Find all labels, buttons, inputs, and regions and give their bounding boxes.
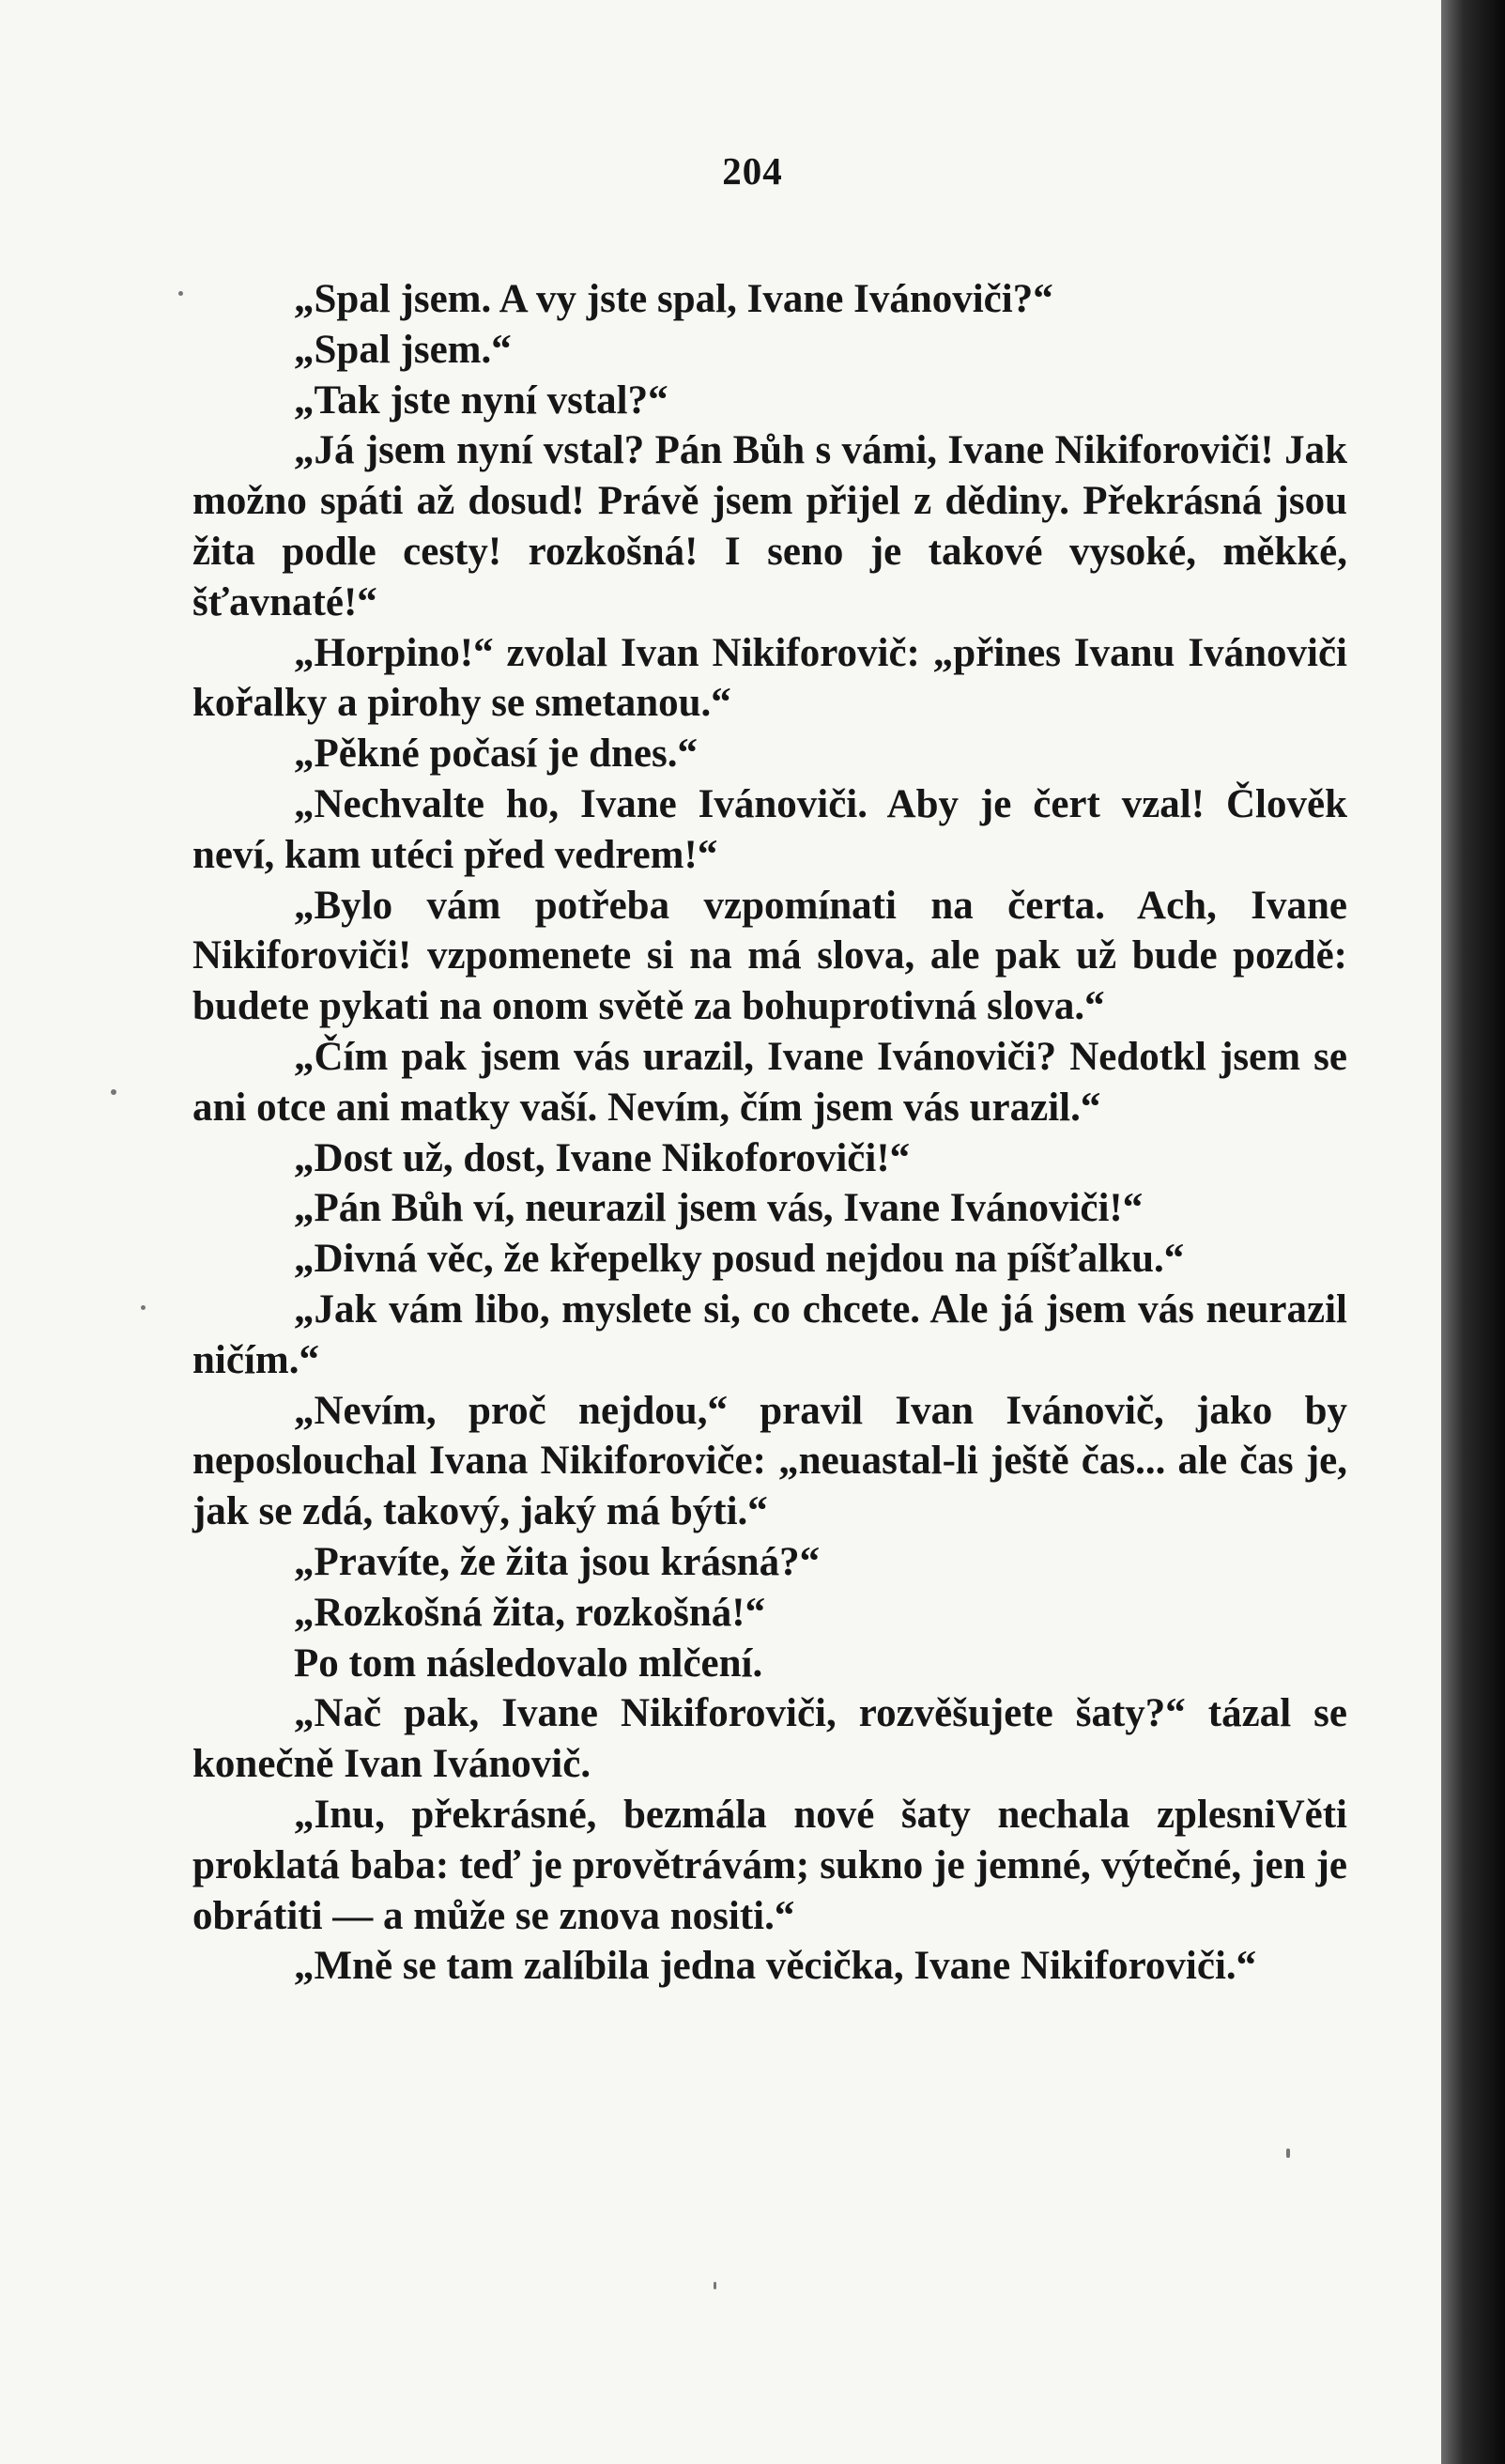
paragraph: „Dost už, dost, Ivane Nikoforoviči!“ xyxy=(294,1135,911,1180)
page-number: 204 xyxy=(722,149,783,192)
paragraph: „Já jsem nyní vstal? Pán Bůh s vámi, Ivane Nikiforoviči! Jak možno spáti až dosud! Právě jsem přijel z dědiny. Překrásná jsou žita podle cesty! rozkošná! I seno je takové vysoké, měkké, šťavnaté!“ xyxy=(192,428,1347,624)
print-speck xyxy=(714,2282,716,2289)
paragraph: „Nevím, proč nejdou,“ pravil Ivan Ivánovič, jako by neposlouchal Ivana Nikiforoviče: „neuastal-li ještě čas... ale čas je, jak se zdá, takový, jaký má býti.“ xyxy=(192,1388,1347,1534)
paragraph: „Pěkné počasí je dnes.“ xyxy=(294,732,698,777)
paragraph: „Inu, překrásné, bezmála nové šaty nechala zplesniVěti proklatá baba: teď je provětrávám; sukno je jemné, výtečné, jen je obrátiti — a může se znova nositi.“ xyxy=(192,1792,1347,1938)
print-speck xyxy=(111,1089,116,1095)
print-speck xyxy=(1286,2148,1290,2158)
paragraph: Po tom následovalo mlčení. xyxy=(294,1640,763,1686)
paragraph: „Pravíte, že žita jsou krásná?“ xyxy=(294,1539,821,1584)
paragraph: „Tak jste nyní vstal?“ xyxy=(294,377,668,423)
paragraph: „Jak vám libo, myslete si, co chcete. Ale já jsem vás neurazil ničím.“ xyxy=(192,1286,1347,1382)
book-edge-shadow xyxy=(1441,0,1505,2464)
print-speck xyxy=(178,291,183,296)
paragraph: „Čím pak jsem vás urazil, Ivane Ivánoviči? Nedotkl jsem se ani otce ani matky vaší. Nevím, čím jsem vás urazil.“ xyxy=(192,1034,1347,1130)
paragraph: „Mně se tam zalíbila jedna věcička, Ivane Nikiforoviči.“ xyxy=(294,1944,1257,1989)
paragraph: „Spal jsem. A vy jste spal, Ivane Ivánoviči?“ xyxy=(294,277,1053,321)
paragraph: „Bylo vám potřeba vzpomínati na čerta. Ach, Ivane Nikiforoviči! vzpomenete si na má slova, ale pak už bude pozdě: budete pykati na onom světě za bohuprotivná slova.“ xyxy=(192,883,1347,1029)
paragraph: „Spal jsem.“ xyxy=(294,327,512,372)
print-speck xyxy=(141,1305,146,1310)
paragraph: „Divná věc, že křepelky posud nejdou na píšťalku.“ xyxy=(294,1237,1185,1282)
paragraph: „Nechvalte ho, Ivane Ivánoviči. Aby je čert vzal! Člověk neví, kam utéci před vedrem!“ xyxy=(192,781,1347,877)
page-text xyxy=(192,274,1347,1992)
paragraph: „Horpino!“ zvolal Ivan Nikiforovič: „přines Ivanu Ivánoviči kořalky a pirohy se smetanou.“ xyxy=(192,630,1347,726)
paragraph: „Pán Bůh ví, neurazil jsem vás, Ivane Ivánoviči!“ xyxy=(294,1186,1144,1231)
paragraph: „Nač pak, Ivane Nikiforoviči, rozvěšujete šaty?“ tázal se konečně Ivan Ivánovič. xyxy=(192,1691,1347,1787)
paragraph: „Rozkošná žita, rozkošná!“ xyxy=(294,1590,766,1635)
